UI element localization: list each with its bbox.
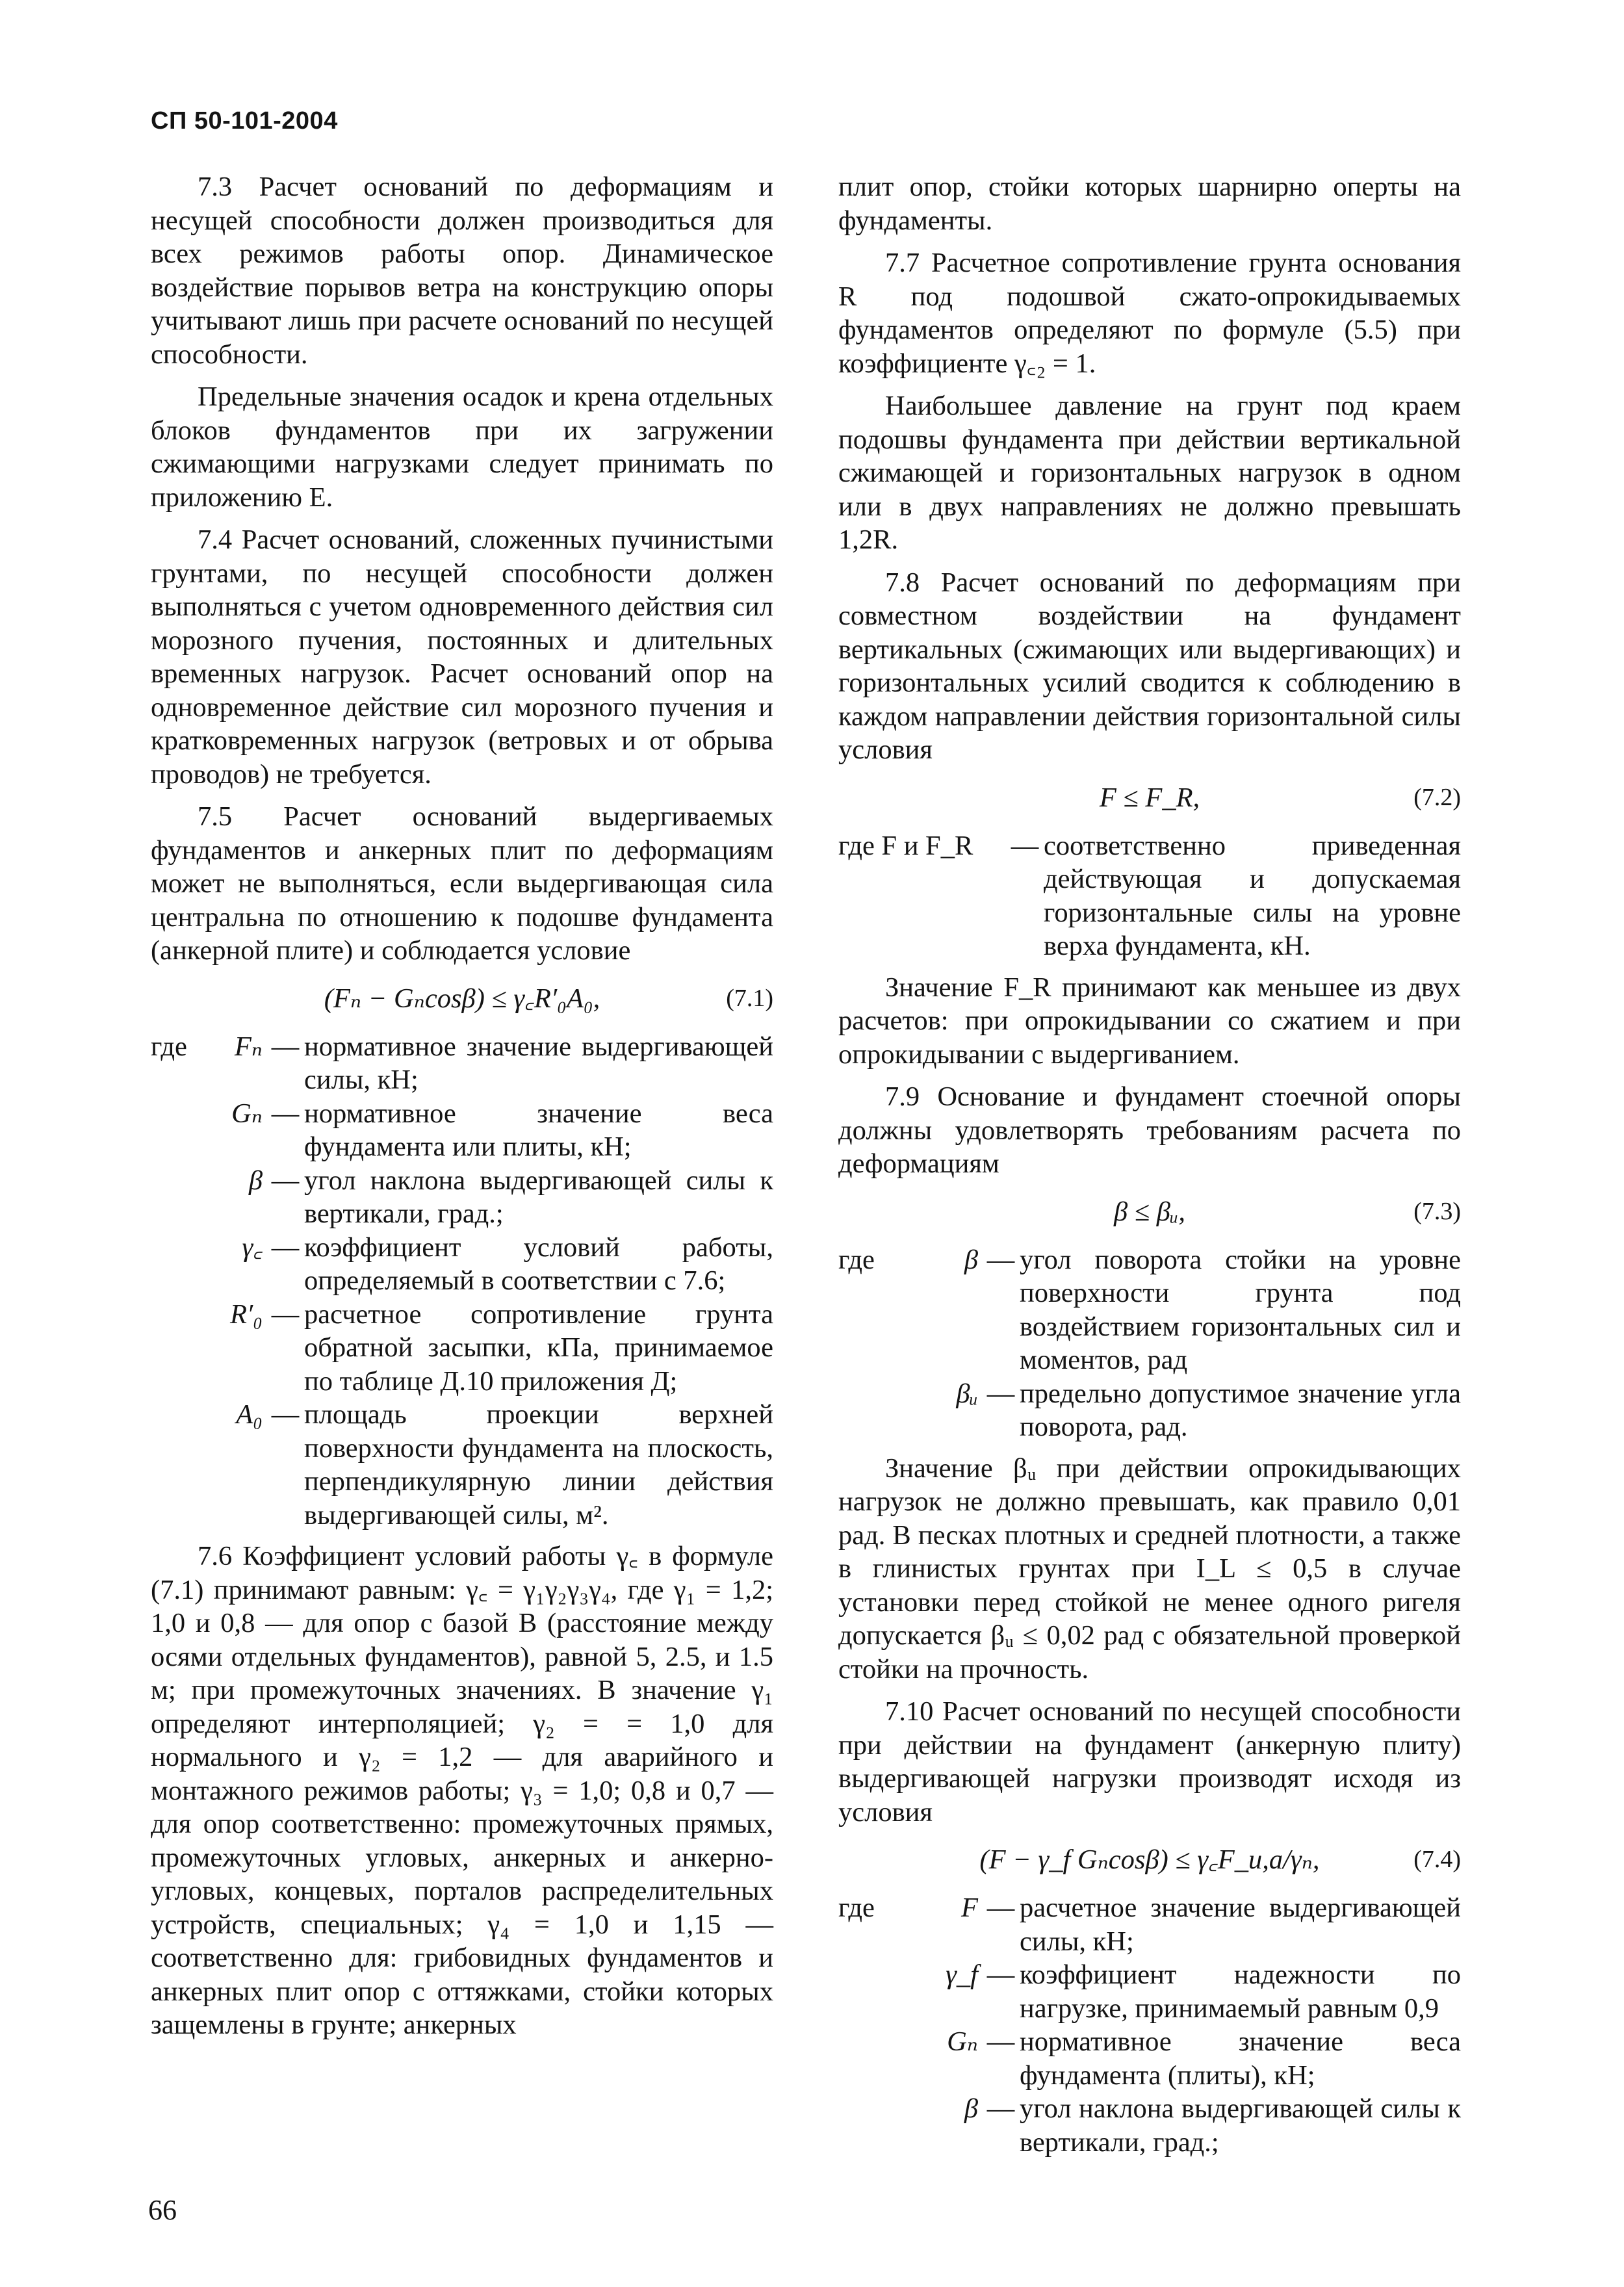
definition-text: угол наклона выдергивающей силы к вертикали, град.;	[304, 1165, 773, 1229]
definition-row: β — угол наклона выдергивающей силы к вертикали, град.;	[838, 2092, 1461, 2159]
formula-number: (7.1)	[726, 984, 773, 1012]
definition-row: R′₀ — расчетное сопротивление грунта обратной засыпки, кПа, принимаемое по таблице Д.10 приложения Д;	[151, 1298, 773, 1399]
definitions-7-3	[838, 1243, 1461, 1444]
formula-expression: β ≤ βᵤ,	[1114, 1196, 1185, 1227]
definition-text: нормативное значение веса фундамента или плиты, кН;	[304, 1098, 773, 1162]
definition-row: где F и F_R — соответственно приведенная действующая и допускаемая горизонтальные силы на уровне верха фундамента, кН.	[838, 829, 1461, 963]
paragraph-7-8: 7.8 Расчет оснований по деформациям при совместном воздействии на фундамент вертикальных (сжимающих или выдергивающих) и горизонтальных усилий сводится к соблюдению в каждом направлении действия горизонтальной силы условия	[838, 567, 1461, 765]
definition-row: γ꜀ — коэффициент условий работы, определяемый в соответствии с 7.6;	[151, 1231, 773, 1298]
definition-row: γ_f — коэффициент надежности по нагрузке, принимаемый равным 0,9	[838, 1958, 1461, 2025]
formula-7-1	[151, 982, 773, 1016]
definition-text: расчетное значение выдергивающей силы, кН;	[1020, 1893, 1461, 1957]
definition-text: площадь проекции верхней поверхности фундамента на плоскость, перпендикулярную линии действия выдергивающей силы, м².	[304, 1399, 773, 1531]
definition-text: расчетное сопротивление грунта обратной засыпки, кПа, принимаемое по таблице Д.10 приложения Д;	[304, 1299, 773, 1397]
paragraph-7-7-pressure: Наибольшее давление на грунт под краем подошвы фундамента при действии вертикальной сжимающей и горизонтальных нагрузок в одном или в двух направлениях не должно превышать 1,2R.	[838, 391, 1461, 555]
definition-text: угол поворота стойки на уровне поверхности грунта под воздействием горизонтальных сил и моментов, рад	[1020, 1244, 1461, 1375]
paragraph-7-5: 7.5 Расчет оснований выдергиваемых фундаментов и анкерных плит по деформациям может не выполняться, если выдергивающая сила центральна по отношению к подошве фундамента (анкерной плите) и соблюдается условие	[151, 801, 773, 966]
symbol: Gₙ	[947, 2026, 978, 2057]
formula-7-2	[838, 781, 1461, 815]
definition-row: Gₙ — нормативное значение веса фундамента (плиты), кН;	[838, 2025, 1461, 2092]
paragraph-7-7: 7.7 Расчетное сопротивление грунта основания R под подошвой сжато-опрокидываемых фундаментов определяют по формуле (5.5) при коэффициенте γ꜀₂ = 1.	[838, 248, 1461, 379]
paragraph-7-10: 7.10 Расчет оснований по несущей способности при действии на фундамент (анкерную плиту) выдергивающей нагрузки производят исходя из условия	[838, 1696, 1461, 1828]
symbol: Fₙ	[234, 1031, 263, 1062]
paragraph-continuation: плит опор, стойки которых шарнирно оперты на фундаменты.	[838, 172, 1461, 236]
symbol: A₀	[236, 1399, 263, 1430]
formula-number: (7.3)	[1413, 1197, 1461, 1225]
paragraph-7-3: 7.3 Расчет оснований по деформациям и несущей способности должен производиться для всех режимов работы опор. Динамическое воздействие порывов ветра на конструкцию опоры учитывают лишь при расчете оснований по несущей способности.	[151, 172, 773, 370]
definition-row: где β — угол поворота стойки на уровне поверхности грунта под воздействием горизонтальных сил и моментов, рад	[838, 1243, 1461, 1377]
symbol: γ_f	[946, 1959, 978, 1990]
page-number: 66	[148, 2194, 177, 2226]
definition-row: Gₙ — нормативное значение веса фундамента или плиты, кН;	[151, 1097, 773, 1164]
symbol: β	[964, 2093, 978, 2124]
symbol: β	[964, 1244, 978, 1275]
left-column	[151, 170, 773, 2051]
definition-text: коэффициент условий работы, определяемый в соответствии с 7.6;	[304, 1232, 773, 1296]
paragraph-7-6: 7.6 Коэффициент условий работы γ꜀ в формуле (7.1) принимают равным: γ꜀ = γ₁γ₂γ₃γ₄, где γ₁ = 1,2; 1,0 и 0,8 — для опор с базой В (расстояние между осями отдельных фундаментов), равной 5, 2.5, и 1.5 м; при промежуточных значениях. В значение γ₁ определяют интерполяцией; γ₂ = = 1,0 для нормального и γ₂ = 1,2 — для аварийного и монтажного режимов работы; γ₃ = 1,0; 0,8 и 0,7 — для опор соответственно: промежуточных прямых, промежуточных угловых, анкерных и анкерно-угловых, концевых, порталов распределительных устройств, специальных; γ₄ = 1,0 и 1,15 — соответственно для: грибовидных фундаментов и анкерных плит опор с оттяжками, стойки которых защемлены в грунте; анкерных	[151, 1541, 773, 2040]
formula-expression: F ≤ F_R,	[1099, 782, 1200, 813]
document-code: СП 50-101-2004	[151, 107, 338, 135]
definition-row: β — угол наклона выдергивающей силы к вертикали, град.;	[151, 1164, 773, 1231]
formula-7-3	[838, 1195, 1461, 1229]
paragraph-7-9: 7.9 Основание и фундамент стоечной опоры должны удовлетворять требованиям расчета по деформациям	[838, 1081, 1461, 1179]
paragraph-7-9-value: Значение βᵤ при действии опрокидывающих нагрузок не должно превышать, как правило 0,01 рад. В песках плотных и средней плотности, а также в глинистых грунтах при I_L ≤ 0,5 в случае установки перед стойкой не менее одного ригеля допускается βᵤ ≤ 0,02 рад с обязательной проверкой стойки на прочность.	[838, 1453, 1461, 1685]
formula-number: (7.4)	[1413, 1846, 1461, 1873]
formula-number: (7.2)	[1413, 783, 1461, 811]
right-column	[838, 170, 1461, 2167]
definition-row: где Fₙ — нормативное значение выдергивающей силы, кН;	[151, 1030, 773, 1097]
definition-text: предельно допустимое значение угла поворота, рад.	[1020, 1378, 1461, 1442]
definition-row: где F — расчетное значение выдергивающей силы, кН;	[838, 1891, 1461, 1958]
symbol: F	[961, 1893, 978, 1923]
definition-text: коэффициент надежности по нагрузке, принимаемый равным 0,9	[1020, 1959, 1461, 2024]
symbol: Gₙ	[231, 1098, 263, 1129]
definitions-7-1	[151, 1030, 773, 1532]
definition-text: нормативное значение выдергивающей силы, кН;	[304, 1031, 773, 1095]
definition-text: соответственно приведенная действующая и допускаемая горизонтальные силы на уровне верха фундамента, кН.	[1044, 830, 1461, 961]
formula-7-4	[838, 1843, 1461, 1877]
symbol: β	[248, 1165, 263, 1196]
definition-text: угол наклона выдергивающей силы к вертикали, град.;	[1020, 2093, 1461, 2158]
paragraph-7-8-value: Значение F_R принимают как меньшее из двух расчетов: при опрокидывании со сжатием и при опрокидывании с выдергиванием.	[838, 972, 1461, 1070]
paragraph-7-4: 7.4 Расчет оснований, сложенных пучинистыми грунтами, по несущей способности должен выполняться с учетом одновременного действия сил морозного пучения, постоянных и длительных временных нагрузок. Расчет оснований опор на одновременное действие сил морозного пучения и кратковременных нагрузок (ветровых и от обрыва проводов) не требуется.	[151, 524, 773, 790]
definition-row: A₀ — площадь проекции верхней поверхности фундамента на плоскость, перпендикулярную линии действия выдергивающей силы, м².	[151, 1398, 773, 1532]
paragraph-7-3-limits: Предельные значения осадок и крена отдельных блоков фундаментов при их загружении сжимающими нагрузками следует принимать по приложению Е.	[151, 381, 773, 513]
symbol: где F и F_R	[838, 830, 973, 861]
definition-row: βᵤ — предельно допустимое значение угла поворота, рад.	[838, 1377, 1461, 1444]
symbol: R′₀	[229, 1299, 263, 1330]
formula-expression: (F − γ_f Gₙcosβ) ≤ γ꜀F_u,a/γₙ,	[979, 1844, 1320, 1875]
symbol: βᵤ	[956, 1378, 978, 1409]
definitions-7-2	[838, 829, 1461, 963]
formula-expression: (Fₙ − Gₙcosβ) ≤ γ꜀R′₀A₀,	[324, 983, 600, 1014]
definitions-7-4	[838, 1891, 1461, 2159]
symbol: γ꜀	[242, 1232, 263, 1263]
definition-text: нормативное значение веса фундамента (плиты), кН;	[1020, 2026, 1461, 2091]
